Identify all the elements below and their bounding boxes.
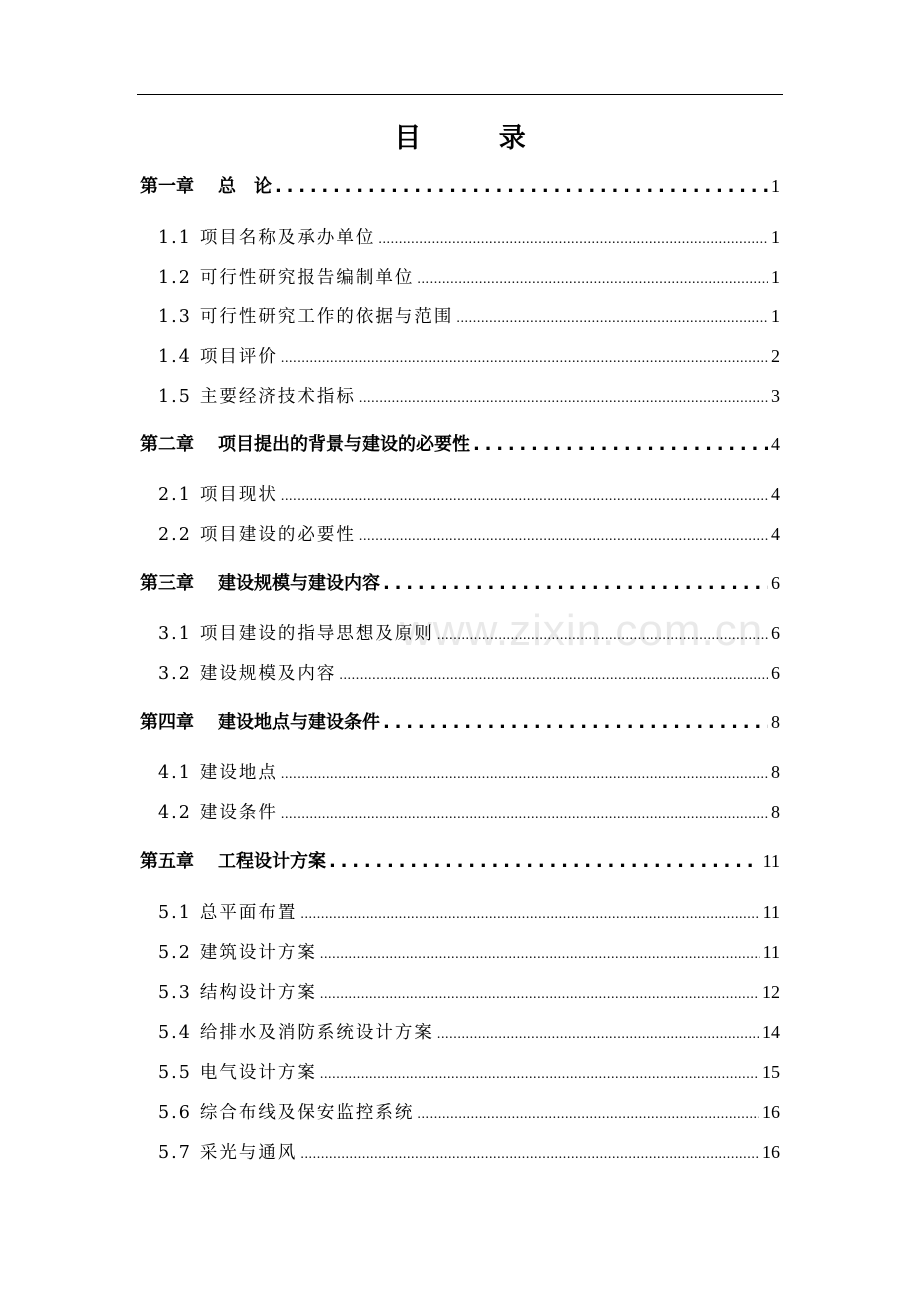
toc-entry-page-number: 6 (771, 623, 780, 643)
toc-dot-leader (359, 387, 768, 407)
toc-dot-leader (300, 1143, 759, 1163)
toc-entry-number: 3.2 (158, 664, 192, 684)
toc-entry-label: 建设规模及内容 (199, 664, 337, 684)
toc-dot-leader (378, 228, 768, 248)
toc-entry-page-number: 1 (771, 227, 780, 247)
toc-entry-number: 第一章 (140, 176, 194, 197)
toc-entry-label: 项目提出的背景与建设的必要性 (218, 434, 470, 455)
toc-dot-leader (456, 307, 768, 327)
toc-dot-leader (417, 268, 768, 288)
toc-entry-number: 3.1 (158, 624, 192, 644)
toc-dot-leader (359, 525, 768, 545)
toc-entry-number: 1.4 (158, 347, 192, 367)
toc-entry-number: 5.4 (158, 1023, 192, 1043)
toc-chapter-entry[interactable] (140, 430, 780, 456)
toc-dot-leader (383, 573, 768, 594)
toc-entry-number: 5.7 (158, 1143, 192, 1163)
toc-section-entry[interactable] (158, 899, 780, 924)
toc-entry-page-number: 12 (762, 982, 780, 1002)
toc-entry-number: 5.6 (158, 1103, 192, 1123)
toc-entry-label: 电气设计方案 (199, 1063, 317, 1083)
toc-section-entry[interactable] (158, 481, 780, 506)
toc-entry-number: 第三章 (140, 573, 194, 594)
toc-entry-number: 2.2 (158, 525, 192, 545)
toc-entry-label: 结构设计方案 (199, 983, 317, 1003)
toc-entry-page-number: 3 (771, 386, 780, 406)
toc-entry-label: 综合布线及保安监控系统 (199, 1103, 415, 1123)
toc-entry-label: 项目建设的指导思想及原则 (199, 624, 434, 644)
toc-entry-label: 项目名称及承办单位 (199, 228, 376, 248)
toc-section-entry[interactable] (158, 939, 780, 964)
toc-section-entry[interactable] (158, 620, 780, 645)
toc-entry-page-number: 6 (771, 573, 780, 593)
toc-entry-page-number: 6 (771, 663, 780, 683)
toc-dot-leader (320, 983, 759, 1003)
toc-entry-label: 可行性研究报告编制单位 (199, 268, 415, 288)
toc-section-entry[interactable] (158, 979, 780, 1004)
toc-section-entry[interactable] (158, 799, 780, 824)
toc-entry-number: 5.1 (158, 903, 192, 923)
toc-chapter-entry[interactable] (140, 708, 780, 734)
toc-entry-page-number: 1 (771, 176, 780, 196)
toc-entry-label: 建设条件 (199, 803, 278, 823)
toc-dot-leader (473, 434, 768, 455)
toc-entry-number: 5.2 (158, 943, 192, 963)
toc-chapter-entry[interactable] (140, 847, 780, 873)
toc-section-entry[interactable] (158, 1099, 780, 1124)
toc-entry-number: 第二章 (140, 434, 194, 455)
toc-section-entry[interactable] (158, 759, 780, 784)
toc-entry-page-number: 4 (771, 434, 780, 454)
toc-entry-number: 4.1 (158, 763, 192, 783)
toc-section-entry[interactable] (158, 1139, 780, 1164)
toc-dot-leader (437, 624, 768, 644)
toc-entry-page-number: 4 (771, 484, 780, 504)
toc-entry-label: 采光与通风 (199, 1143, 298, 1163)
toc-section-entry[interactable] (158, 1059, 780, 1084)
toc-dot-leader (339, 664, 768, 684)
toc-entry-number: 4.2 (158, 803, 192, 823)
toc-entry-page-number: 8 (771, 762, 780, 782)
toc-entry-label: 给排水及消防系统设计方案 (199, 1023, 434, 1043)
toc-entry-page-number: 11 (762, 851, 780, 871)
toc-entry-label: 建筑设计方案 (199, 943, 317, 963)
toc-entry-label: 建设地点 (199, 763, 278, 783)
toc-dot-leader (329, 851, 760, 872)
toc-section-entry[interactable] (158, 1019, 780, 1044)
toc-entry-number: 第五章 (140, 851, 194, 872)
toc-dot-leader (281, 763, 768, 783)
toc-entry-page-number: 8 (771, 802, 780, 822)
toc-entry-page-number: 8 (771, 712, 780, 732)
toc-entry-page-number: 16 (762, 1102, 780, 1122)
toc-section-entry[interactable] (158, 521, 780, 546)
toc-entry-number: 5.5 (158, 1063, 192, 1083)
watermark: www.zixin.com.cn (400, 606, 764, 655)
toc-entry-label: 建设规模与建设内容 (218, 573, 380, 594)
toc-entry-number: 1.1 (158, 228, 192, 248)
toc-entry-page-number: 15 (762, 1062, 780, 1082)
toc-entry-number: 2.1 (158, 485, 192, 505)
toc-entry-page-number: 11 (762, 902, 780, 922)
toc-dot-leader (417, 1103, 759, 1123)
toc-entry-page-number: 16 (762, 1142, 780, 1162)
toc-dot-leader (275, 176, 768, 197)
toc-entry-page-number: 1 (771, 306, 780, 326)
toc-entry-page-number: 11 (762, 942, 780, 962)
toc-section-entry[interactable] (158, 343, 780, 368)
toc-section-entry[interactable] (158, 264, 780, 289)
toc-entry-label: 项目建设的必要性 (199, 525, 356, 545)
toc-dot-leader (320, 1063, 759, 1083)
toc-dot-leader (281, 803, 768, 823)
toc-dot-leader (281, 485, 768, 505)
toc-entry-label: 主要经济技术指标 (199, 387, 356, 407)
toc-entry-number: 5.3 (158, 983, 192, 1003)
toc-entry-page-number: 1 (771, 267, 780, 287)
toc-entry-label: 可行性研究工作的依据与范围 (199, 307, 454, 327)
toc-entry-label: 工程设计方案 (218, 851, 326, 872)
toc-dot-leader (281, 347, 768, 367)
toc-section-entry[interactable] (158, 224, 780, 249)
toc-entry-number: 1.2 (158, 268, 192, 288)
toc-entry-page-number: 14 (762, 1022, 780, 1042)
toc-section-entry[interactable] (158, 383, 780, 408)
toc-section-entry[interactable] (158, 303, 780, 328)
toc-dot-leader (383, 712, 768, 733)
toc-entry-label: 总 论 (218, 176, 272, 197)
toc-entry-page-number: 4 (771, 524, 780, 544)
toc-entry-label: 项目评价 (199, 347, 278, 367)
toc-section-entry[interactable] (158, 660, 780, 685)
toc-entry-number: 1.3 (158, 307, 192, 327)
toc-chapter-entry[interactable] (140, 569, 780, 595)
page-title: 目 录 (394, 123, 560, 154)
toc-dot-leader (320, 943, 760, 963)
toc-entry-label: 建设地点与建设条件 (218, 712, 380, 733)
toc-entry-number: 第四章 (140, 712, 194, 733)
toc-dot-leader (300, 903, 759, 923)
toc-entry-label: 总平面布置 (199, 903, 298, 923)
toc-entry-number: 1.5 (158, 387, 192, 407)
toc-dot-leader (437, 1023, 759, 1043)
toc-entry-page-number: 2 (771, 346, 780, 366)
toc-chapter-entry[interactable] (140, 172, 780, 198)
toc-entry-label: 项目现状 (199, 485, 278, 505)
